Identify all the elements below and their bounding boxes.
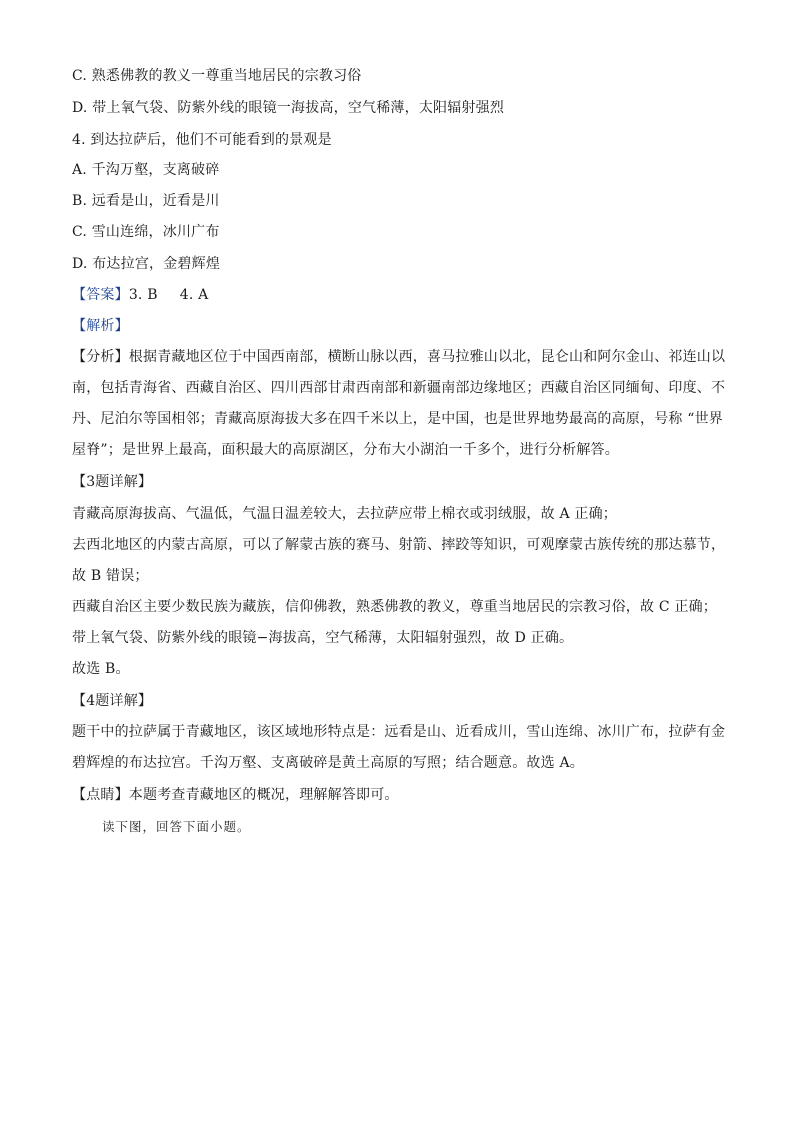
q4-detail-line-2: 碧辉煌的布达拉宫。千沟万壑、支离破碎是黄土高原的写照；结合题意。故选 A。 <box>72 755 584 771</box>
q3-option-d: D. 带上氧气袋、防紫外线的眼镜一海拔高，空气稀薄，太阳辐射强烈 <box>72 100 505 116</box>
analysis-line-1: 【分析】根据青藏地区位于中国西南部，横断山脉以西，喜马拉雅山以北，昆仑山和阿尔金山、祁连山以 <box>72 349 726 365</box>
analysis-line-2: 南，包括青海省、西藏自治区、四川西部甘肃西南部和新疆南部边缘地区；西藏自治区同缅甸、印度、不 <box>72 380 726 396</box>
analysis-line-3: 丹、尼泊尔等国相邻；青藏高原海拔大多在四千米以上，是中国，也是世界地势最高的高原，号称 “世界 <box>72 411 724 427</box>
analysis-line-4: 屋脊”；是世界上最高，面积最大的高原湖区，分布大小湖泊一千多个，进行分析解答。 <box>72 442 619 458</box>
q4-option-d: D. 布达拉宫，金碧辉煌 <box>72 256 221 272</box>
question-4-stem: 4. 到达拉萨后，他们不可能看到的景观是 <box>72 132 332 148</box>
analysis-label: 【解析】 <box>72 318 129 334</box>
answer-line <box>72 285 732 305</box>
dianjing-line: 【点睛】本题考查青藏地区的概况，理解解答即可。 <box>72 787 399 803</box>
answer-3: 3. B <box>128 287 158 303</box>
q4-detail-label: 【4题详解】 <box>72 693 153 709</box>
q4-option-c: C. 雪山连绵，冰川广布 <box>72 224 220 240</box>
q3-detail-label: 【3题详解】 <box>72 474 153 490</box>
q3-detail-line-4: 西藏自治区主要少数民族为藏族，信仰佛教，熟悉佛教的教义，尊重当地居民的宗教习俗，故 C 正确； <box>72 599 718 615</box>
q3-detail-line-1: 青藏高原海拔高、气温低，气温日温差较大，去拉萨应带上棉衣或羽绒服，故 A 正确； <box>72 506 618 522</box>
q3-detail-line-2: 去西北地区的内蒙古高原，可以了解蒙古族的赛马、射箭、摔跤等知识，可观摩蒙古族传统的那达慕节， <box>72 537 726 553</box>
answer-4: 4. A <box>179 287 209 303</box>
answer-label: 【答案】 <box>72 287 129 303</box>
q4-option-b: B. 远看是山，近看是川 <box>72 193 220 209</box>
q3-detail-line-6: 故选 B。 <box>72 661 130 677</box>
q4-option-a: A. 千沟万壑，支离破碎 <box>72 162 220 178</box>
q4-detail-line-1: 题干中的拉萨属于青藏地区，该区域地形特点是：远看是山、近看成川，雪山连绵、冰川广布，拉萨有金 <box>72 724 726 740</box>
q3-detail-line-5: 带上氧气袋、防紫外线的眼镜−海拔高，空气稀薄，太阳辐射强烈，故 D 正确。 <box>72 630 574 646</box>
read-figure-hint: 读下图，回答下面小题。 <box>102 819 251 834</box>
q3-detail-line-3: 故 B 错误； <box>72 568 149 584</box>
q3-option-c: C. 熟悉佛教的教义一尊重当地居民的宗教习俗 <box>72 68 362 84</box>
